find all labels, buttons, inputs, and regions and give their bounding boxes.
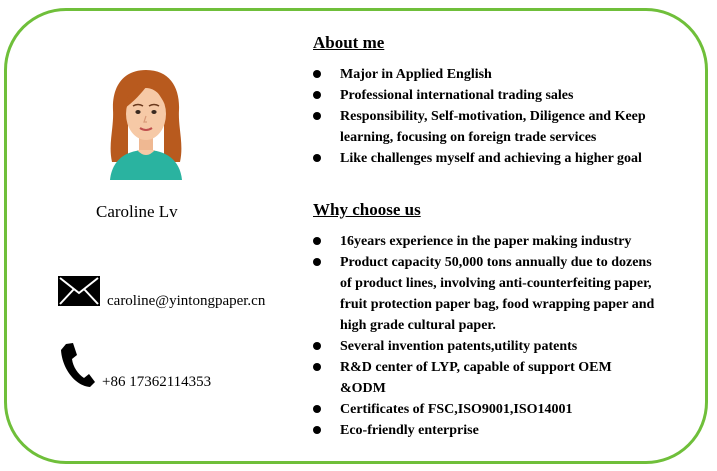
email-text[interactable]: caroline@yintongpaper.cn <box>107 293 266 309</box>
why-item: Certificates of FSC,ISO9001,ISO14001 <box>312 399 657 420</box>
why-item: Several invention patents,utility patents <box>312 336 657 357</box>
about-heading: About me <box>313 33 385 52</box>
about-list <box>312 64 657 169</box>
why-heading: Why choose us <box>313 200 421 219</box>
avatar-icon <box>104 66 188 180</box>
why-list <box>312 231 657 441</box>
about-item: Like challenges myself and achieving a higher goal <box>312 148 657 169</box>
profile-name: Caroline Lv <box>96 202 178 221</box>
about-item: Major in Applied English <box>312 64 657 85</box>
why-item: Eco-friendly enterprise <box>312 420 657 441</box>
phone-text[interactable]: +86 17362114353 <box>102 374 212 390</box>
why-item: 16years experience in the paper making industry <box>312 231 657 252</box>
envelope-icon <box>58 276 100 306</box>
about-item: Professional international trading sales <box>312 85 657 106</box>
about-item: Responsibility, Self-motivation, Diligence and Keep learning, focusing on foreign trade services <box>312 106 657 148</box>
why-item: R&D center of LYP, capable of support OEM &ODM <box>312 357 657 399</box>
phone-handset-icon <box>60 342 96 388</box>
why-item: Product capacity 50,000 tons annually due to dozens of product lines, involving anti-counterfeiting paper, fruit protection paper bag, food wrapping paper and high grade cultural paper. <box>312 252 657 336</box>
